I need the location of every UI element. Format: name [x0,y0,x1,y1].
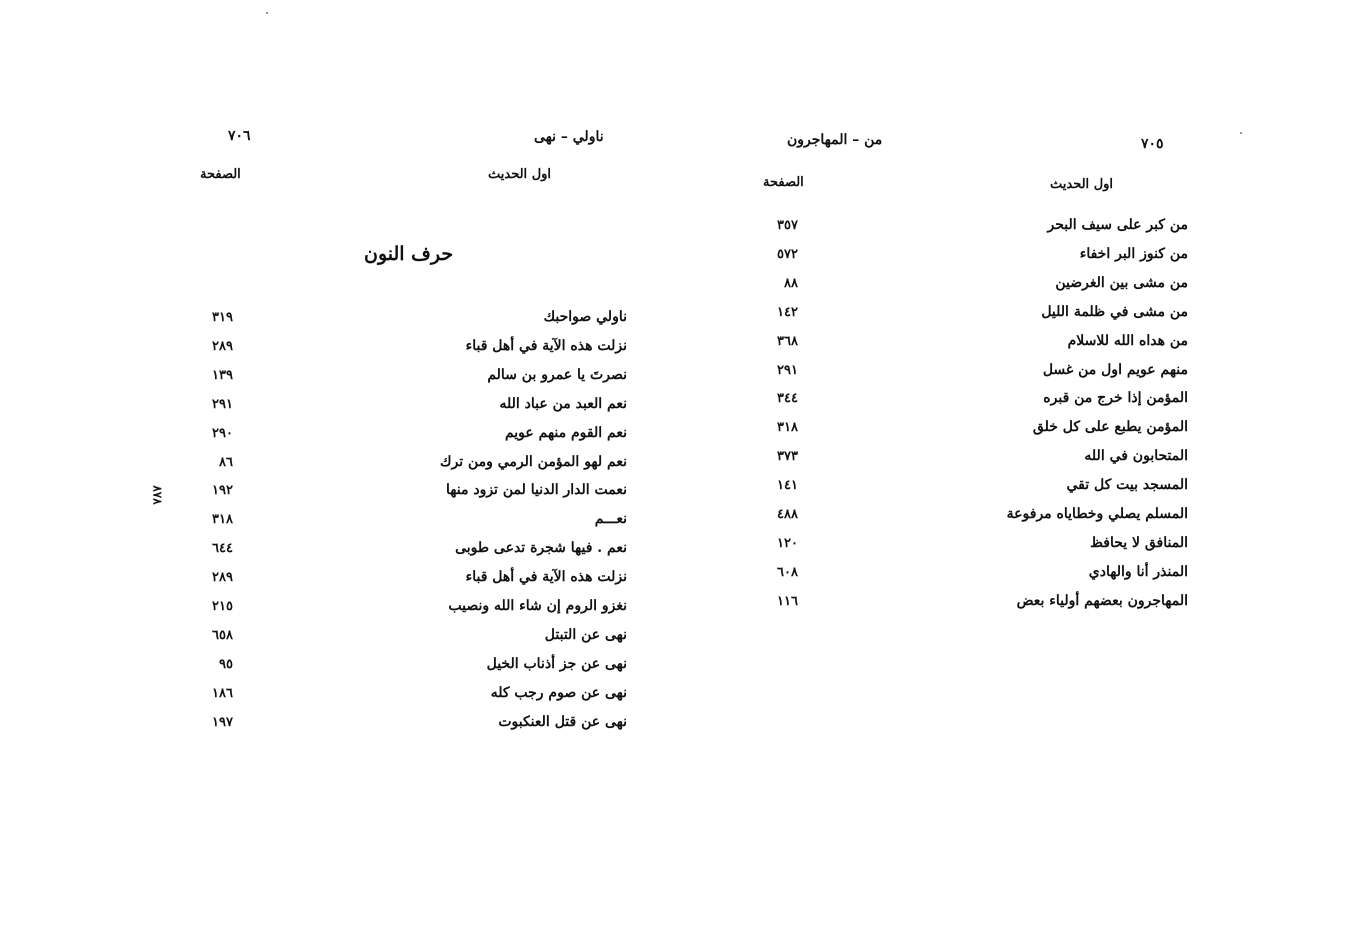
right-entry-text: المنذر أنا والهادي [1088,563,1188,580]
right-entry-page: ١٤٢ [777,304,798,320]
right-entry-text: المؤمن يطبع على كل خلق [1032,419,1188,436]
right-page-number: ٧٠٥ [1141,136,1164,152]
left-entry-page: ٢٨٩ [212,338,233,354]
left-entry-page: ٢٩٠ [212,425,233,441]
right-running-head: من – المهاجرون [787,132,883,148]
left-entry-text: نعم العبد من عباد الله [499,395,627,412]
right-entry-page: ٣٧٣ [777,449,798,465]
right-entry-page: ٣٤٤ [777,391,798,407]
right-col-header-page: الصفحة [763,175,804,190]
left-entry-page: ٩٥ [219,656,233,672]
right-entry-text: المؤمن إذا خرج من قبره [1043,390,1188,407]
right-entry-text: المهاجرون بعضهم أولياء بعض [1016,592,1188,609]
right-entry-page: ٨٨ [784,275,798,291]
left-entry-text: نصرتَ يا عمرو بن سالم [487,366,627,383]
left-entry-page: ٦٥٨ [212,627,233,643]
right-entry-text: من كبر على سيف البحر [1047,217,1188,233]
left-entry-page: ٣١٨ [212,512,233,528]
left-entry-text: نزلت هذه الآية في أهل قباء [465,569,627,586]
left-entry-page: ١٨٦ [212,685,233,701]
left-col-header-page: الصفحة [200,167,241,182]
right-entry-page: ١٢٠ [777,535,798,551]
left-entry-page: ١٣٩ [212,367,233,383]
left-entry-page: ٢٩١ [212,396,233,412]
left-col-header-entry: اول الحديث [488,167,552,182]
left-entry-text: نعم القوم منهم عويم [504,424,627,441]
right-entry-page: ٥٧٢ [777,246,798,262]
right-entry-page: ٤٨٨ [777,507,798,522]
left-entry-page: ٢٨٩ [212,570,233,586]
left-running-head: ناولي – نهى [534,129,604,145]
left-entry-text: نعم لهو المؤمن الرمي ومن ترك [439,453,627,470]
left-entry-text: نغزو الروم إن شاء الله ونصيب [448,598,627,614]
left-entry-text: نعم . فيها شجرة تدعى طوبى [455,540,627,557]
left-entry-text: نهى عن قتل العنكبوت [498,713,627,730]
right-entry-page: ٣٦٨ [777,333,798,349]
left-entry-text: نعـــم [594,511,627,528]
margin-folio: ٨٧٨ [150,485,165,505]
right-col-header-entry: اول الحديث [1050,177,1114,192]
right-entry-text: من مشى بين الغرضين [1055,274,1188,291]
right-entry-page: ٦٠٨ [777,564,798,580]
right-entry-page: ١٤١ [777,478,798,494]
right-entry-page: ٣٥٧ [777,218,798,233]
left-entry-page: ١٩٧ [212,714,233,730]
right-entry-page: ٣١٨ [777,420,798,436]
left-entry-page: ٦٤٤ [212,541,233,557]
right-entry-text: من مشى في ظلمة الليل [1041,303,1188,320]
left-entry-page: ٢١٥ [212,599,233,614]
left-entry-page: ٣١٩ [212,310,233,325]
left-entry-text: نعمت الدار الدنيا لمن تزود منها [446,482,627,499]
right-entry-text: من هداه الله للاسلام [1067,332,1188,349]
scan-speck [1240,132,1242,134]
left-page-number: ٧٠٦ [228,128,251,144]
right-entry-page: ٢٩١ [777,362,798,378]
right-entry-text: منهم عويم اول من غسل [1042,361,1188,378]
right-entry-text: المنافق لا يحافظ [1089,534,1188,551]
left-entry-page: ٨٦ [219,454,233,470]
right-entry-text: المسجد بيت كل تقي [1066,477,1188,494]
left-entry-text: نهى عن التبتل [544,626,627,643]
right-entry-text: المتحابون في الله [1084,448,1188,465]
left-entry-page: ١٩٢ [212,483,233,499]
left-entry-text: نهى عن صوم رجب كله [490,684,627,701]
right-entry-page: ١١٦ [777,593,798,609]
right-entry-text: من كنوز البر اخفاء [1079,245,1188,262]
scan-speck [266,12,268,14]
section-title: حرف النون [364,243,454,265]
left-entry-text: نزلت هذه الآية في أهل قباء [465,337,627,354]
right-entry-text: المسلم يصلي وخطاياه مرفوعة [1006,506,1188,522]
left-entry-text: نهى عن جز أذناب الخيل [486,655,627,672]
left-entry-text: ناولي صواحبك [543,309,627,325]
